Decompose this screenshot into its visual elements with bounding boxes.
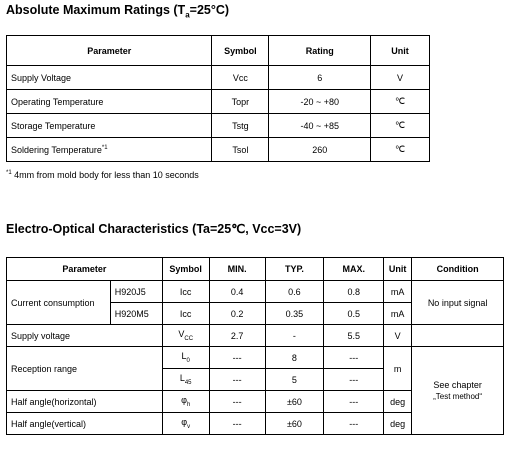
cell-min: --- bbox=[209, 413, 265, 435]
cell-unit: mA bbox=[384, 281, 412, 303]
header-min: MIN. bbox=[209, 258, 265, 281]
cell-symbol bbox=[162, 369, 209, 391]
cell-unit: m bbox=[384, 347, 412, 391]
table-row bbox=[7, 138, 430, 162]
cell-unit: ℃ bbox=[371, 90, 430, 114]
cell-unit: mA bbox=[384, 303, 412, 325]
condition-line1: See chapter bbox=[433, 379, 482, 390]
table-row bbox=[7, 281, 504, 303]
cell-symbol: Tstg bbox=[212, 114, 269, 138]
footnote-mark: *1 bbox=[6, 170, 12, 176]
cell-rating: 6 bbox=[269, 66, 371, 90]
header-unit: Unit bbox=[371, 36, 430, 66]
cell-unit: V bbox=[371, 66, 430, 90]
title-prefix: Absolute Maximum Ratings (T bbox=[6, 3, 186, 17]
cell-unit: deg bbox=[384, 391, 412, 413]
cell-symbol bbox=[162, 325, 209, 347]
header-symbol: Symbol bbox=[212, 36, 269, 66]
cell-symbol: Topr bbox=[212, 90, 269, 114]
table-row bbox=[7, 90, 430, 114]
header-symbol: Symbol bbox=[162, 258, 209, 281]
cell-min: --- bbox=[209, 347, 265, 369]
symbol-main: L bbox=[179, 373, 185, 384]
symbol-sub: h bbox=[186, 401, 191, 408]
cell-min: --- bbox=[209, 391, 265, 413]
cell-symbol bbox=[162, 391, 209, 413]
table-row bbox=[7, 347, 504, 369]
cell-min: --- bbox=[209, 369, 265, 391]
cell-typ: ±60 bbox=[265, 391, 324, 413]
table-row bbox=[7, 114, 430, 138]
cell-typ: - bbox=[265, 325, 324, 347]
cell-symbol: Icc bbox=[162, 281, 209, 303]
cell-max: 0.5 bbox=[324, 303, 384, 325]
symbol-sub: 0 bbox=[186, 357, 190, 364]
cell-condition-empty bbox=[412, 325, 504, 347]
electro-optical-table bbox=[6, 257, 504, 435]
symbol-main: L bbox=[181, 351, 187, 362]
condition-line2: „Test method“ bbox=[433, 391, 483, 401]
cell-unit: V bbox=[384, 325, 412, 347]
cell-typ: 0.6 bbox=[265, 281, 324, 303]
header-parameter: Parameter bbox=[7, 258, 163, 281]
table-row bbox=[7, 66, 430, 90]
cell-symbol bbox=[162, 347, 209, 369]
cell-parameter: Current consumption bbox=[7, 281, 111, 325]
symbol-sub: v bbox=[187, 423, 191, 430]
symbol-sub: 45 bbox=[184, 379, 192, 386]
table-header-row bbox=[7, 36, 430, 66]
symbol-main: V bbox=[178, 329, 185, 340]
header-typ: TYP. bbox=[265, 258, 324, 281]
cell-parameter: Reception range bbox=[7, 347, 163, 391]
cell-parameter bbox=[7, 138, 212, 162]
absolute-max-ratings-table bbox=[6, 35, 430, 162]
cell-max: --- bbox=[324, 347, 384, 369]
title-suffix: =25°C) bbox=[189, 3, 230, 17]
symbol-main: φ bbox=[181, 395, 187, 406]
footnote-text: 4mm from mold body for less than 10 seconds bbox=[11, 170, 199, 180]
cell-symbol: Vcc bbox=[212, 66, 269, 90]
absolute-max-ratings-title bbox=[6, 3, 229, 20]
cell-min: 2.7 bbox=[209, 325, 265, 347]
cell-min: 0.2 bbox=[209, 303, 265, 325]
header-parameter: Parameter bbox=[7, 36, 212, 66]
header-rating: Rating bbox=[269, 36, 371, 66]
cell-parameter: Operating Temperature bbox=[7, 90, 212, 114]
cell-typ: 5 bbox=[265, 369, 324, 391]
cell-max: --- bbox=[324, 369, 384, 391]
cell-max: 5.5 bbox=[324, 325, 384, 347]
cell-max: --- bbox=[324, 413, 384, 435]
cell-rating: -20 ~ +80 bbox=[269, 90, 371, 114]
cell-unit: deg bbox=[384, 413, 412, 435]
footnote bbox=[6, 170, 199, 180]
cell-max: 0.8 bbox=[324, 281, 384, 303]
cell-parameter: Storage Temperature bbox=[7, 114, 212, 138]
cell-max: --- bbox=[324, 391, 384, 413]
cell-typ: ±60 bbox=[265, 413, 324, 435]
symbol-main: φ bbox=[181, 417, 188, 428]
table-row bbox=[7, 325, 504, 347]
title-subscript: a bbox=[185, 10, 190, 20]
cell-parameter: Half angle(horizontal) bbox=[7, 391, 163, 413]
cell-min: 0.4 bbox=[209, 281, 265, 303]
cell-condition bbox=[412, 347, 504, 435]
cell-parameter: Supply voltage bbox=[7, 325, 163, 347]
cell-symbol: Icc bbox=[162, 303, 209, 325]
cell-parameter: Half angle(vertical) bbox=[7, 413, 163, 435]
cell-condition: No input signal bbox=[412, 281, 504, 325]
cell-rating: -40 ~ +85 bbox=[269, 114, 371, 138]
cell-unit: ℃ bbox=[371, 114, 430, 138]
table-header-row bbox=[7, 258, 504, 281]
header-condition: Condition bbox=[412, 258, 504, 281]
footnote-ref: *1 bbox=[101, 144, 108, 151]
header-max: MAX. bbox=[324, 258, 384, 281]
cell-model: H920M5 bbox=[110, 303, 162, 325]
cell-symbol: Tsol bbox=[212, 138, 269, 162]
cell-typ: 8 bbox=[265, 347, 324, 369]
parameter-label: Soldering Temperature bbox=[11, 144, 102, 155]
cell-rating: 260 bbox=[269, 138, 371, 162]
symbol-sub: CC bbox=[184, 335, 194, 342]
header-unit: Unit bbox=[384, 258, 412, 281]
cell-unit: ℃ bbox=[371, 138, 430, 162]
cell-typ: 0.35 bbox=[265, 303, 324, 325]
electro-optical-title: Electro-Optical Characteristics (Ta=25℃, Vcc=3V) bbox=[6, 222, 302, 236]
cell-model: H920J5 bbox=[110, 281, 162, 303]
cell-parameter: Supply Voltage bbox=[7, 66, 212, 90]
cell-symbol bbox=[162, 413, 209, 435]
